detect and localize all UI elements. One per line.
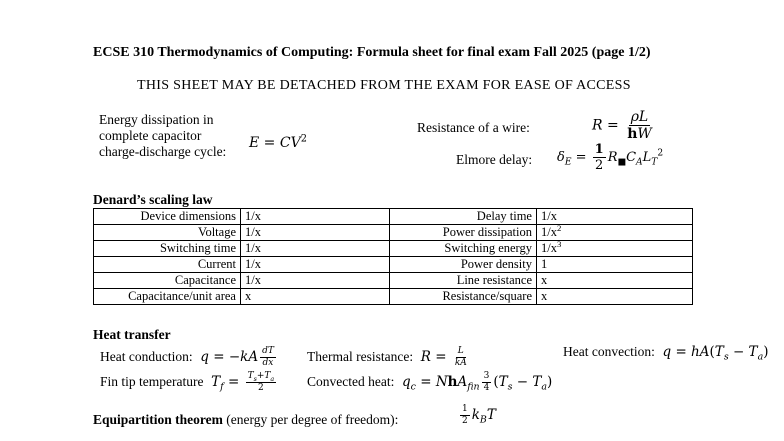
dennard-table bbox=[93, 208, 693, 305]
dennard-factor-left: 1/x bbox=[241, 209, 390, 225]
dennard-factor-left: 1/x bbox=[241, 241, 390, 257]
dennard-exponent: 2 bbox=[556, 222, 562, 233]
heat-transfer-heading: Heat transfer bbox=[93, 327, 171, 342]
thermal-resistance-row bbox=[307, 347, 471, 368]
equipartition-formula: $\frac{1}{2}$ $k_BT$ bbox=[462, 404, 496, 426]
convected-heat-row bbox=[307, 372, 552, 393]
dennard-factor-left: x bbox=[241, 289, 390, 305]
page-title: ECSE 310 Thermodynamics of Computing: Formula sheet for final exam Fall 2025 (page 1/2) bbox=[93, 45, 651, 60]
dennard-factor-right: x bbox=[537, 289, 693, 305]
dennard-quantity-left: Voltage bbox=[94, 225, 241, 241]
fin-tip-row bbox=[100, 372, 278, 393]
dennard-row bbox=[94, 257, 693, 273]
fin-tip-label: Fin tip temperature bbox=[100, 374, 204, 389]
heat-conduction-row bbox=[100, 347, 278, 368]
dennard-factor-right: 1/x bbox=[537, 209, 693, 225]
dennard-factor-right: $1/x^2$ bbox=[537, 225, 693, 241]
dennard-quantity-right: Resistance/square bbox=[390, 289, 537, 305]
dennard-factor-left: 1/x bbox=[241, 257, 390, 273]
equipartition-row bbox=[93, 412, 398, 428]
dennard-factor-right: $1/x^3$ bbox=[537, 241, 693, 257]
heat-conduction-formula: q = −kA $\frac{dT}{dx}$ bbox=[195, 346, 274, 368]
dennard-exponent: 3 bbox=[556, 238, 562, 249]
fin-tip-formula: $T_f$ = $\frac{T_s+T_a}{2}$ bbox=[206, 371, 275, 393]
wire-resistance-formula: R = $\frac{\rho L}{hW}$ bbox=[592, 109, 652, 142]
dennard-quantity-left: Device dimensions bbox=[94, 209, 241, 225]
convected-heat-label: Convected heat: bbox=[307, 374, 395, 389]
dennard-row bbox=[94, 273, 693, 289]
thermal-resistance-formula: R = $\frac{L}{kA}$ bbox=[416, 346, 467, 368]
dennard-row bbox=[94, 225, 693, 241]
thermal-resistance-label: Thermal resistance: bbox=[307, 349, 414, 364]
dennard-quantity-left: Capacitance bbox=[94, 273, 241, 289]
dennard-quantity-right: Power density bbox=[390, 257, 537, 273]
elmore-delay-formula: $\delta_E$ = $\frac{1}{2}$ $R_■C_AL_T^2$ bbox=[557, 142, 664, 173]
dennard-quantity-left: Current bbox=[94, 257, 241, 273]
equipartition-description: (energy per degree of freedom): bbox=[222, 412, 399, 427]
elmore-delay-label: Elmore delay: bbox=[456, 152, 533, 167]
dennard-quantity-right: Delay time bbox=[390, 209, 537, 225]
dennard-row bbox=[94, 289, 693, 305]
equipartition-heading: Equipartition theorem bbox=[93, 412, 223, 427]
heat-convection-label: Heat convection: bbox=[563, 344, 655, 359]
detach-notice: THIS SHEET MAY BE DETACHED FROM THE EXAM FOR EASE OF ACCESS bbox=[137, 78, 631, 93]
dennard-row bbox=[94, 241, 693, 257]
heat-convection-row bbox=[563, 344, 769, 363]
dennard-factor-left: 1/x bbox=[241, 225, 390, 241]
energy-formula: $E = CV^2$ bbox=[249, 133, 307, 151]
heat-conduction-label: Heat conduction: bbox=[100, 349, 193, 364]
dennard-quantity-right: Switching energy bbox=[390, 241, 537, 257]
dennard-factor-right: x bbox=[537, 273, 693, 289]
dennard-quantity-right: Line resistance bbox=[390, 273, 537, 289]
heat-convection-formula: $q = hA(T_s - T_a)$ bbox=[658, 344, 769, 363]
dennard-quantity-right: Power dissipation bbox=[390, 225, 537, 241]
dennard-quantity-left: Switching time bbox=[94, 241, 241, 257]
dennard-row bbox=[94, 209, 693, 225]
dennard-heading: Denard’s scaling law bbox=[93, 192, 213, 207]
dennard-factor-right: 1 bbox=[537, 257, 693, 273]
wire-resistance-label: Resistance of a wire: bbox=[417, 120, 530, 135]
dennard-quantity-left: Capacitance/unit area bbox=[94, 289, 241, 305]
convected-heat-formula: $q_c = NhA_{fin}$ $\frac{3}{4}$ $(T_s - T_a)$ bbox=[397, 371, 553, 393]
energy-dissipation-label: Energy dissipation in complete capacitor charge-discharge cycle: bbox=[99, 112, 227, 159]
dennard-factor-left: 1/x bbox=[241, 273, 390, 289]
